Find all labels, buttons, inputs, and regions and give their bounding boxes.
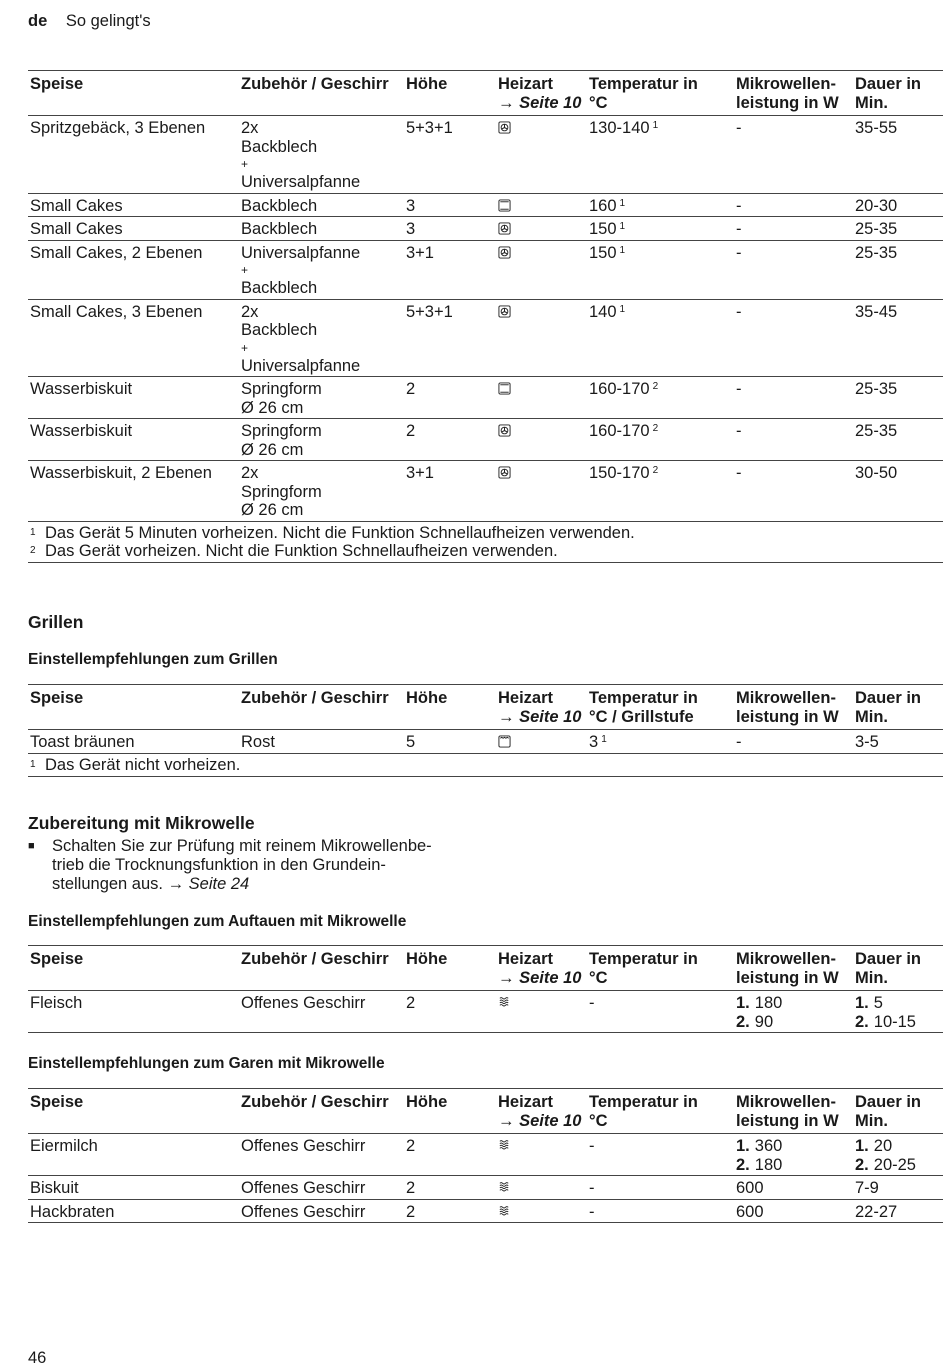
- temp-label: Temperatur in: [589, 1093, 698, 1111]
- cell-mikrowelle: -: [736, 733, 742, 751]
- dauer-label-1: Dauer in: [855, 689, 922, 707]
- temp-label: Temperatur in: [589, 950, 698, 968]
- cell-dauer: [853, 1134, 943, 1176]
- step-value: 22-27: [855, 1202, 898, 1221]
- cell-speise: Biskuit: [30, 1179, 79, 1197]
- microwave-icon: [498, 996, 511, 1009]
- step-line: [736, 1013, 851, 1032]
- table-row: [28, 1199, 943, 1223]
- dauer-label-2: Min.: [855, 93, 888, 112]
- footnote-ref: 1: [619, 221, 626, 232]
- cell-temperatur: [587, 217, 734, 241]
- zubehoer-line: +: [241, 157, 249, 171]
- cell-speise: Hackbraten: [30, 1202, 115, 1221]
- cell-hoehe: 3+1: [406, 464, 434, 482]
- col-heizart: [496, 71, 587, 116]
- cell-temperatur: [587, 240, 734, 299]
- zubehoer-line: Universalpfanne: [241, 173, 361, 191]
- cell-temperatur: [587, 461, 734, 522]
- dauer-label-1: Dauer in: [855, 75, 922, 93]
- step-line: [736, 1137, 851, 1156]
- cell-speise: Small Cakes: [30, 220, 123, 238]
- step-value: 600: [736, 1179, 764, 1197]
- step-number: 2.: [855, 1012, 869, 1031]
- cell-heizart: [496, 377, 587, 419]
- cell-hoehe: 2: [406, 994, 416, 1012]
- temp-unit: °C: [589, 1111, 608, 1130]
- cell-temperatur: -: [589, 1137, 595, 1155]
- col-dauer: [853, 946, 943, 991]
- zubehoer-line: 2x: [241, 119, 259, 137]
- step-line: [736, 994, 851, 1013]
- footnote-ref: 1: [619, 244, 626, 256]
- mw-label-2: leistung in W: [736, 93, 839, 112]
- zubehoer-line: Backblech: [241, 137, 318, 156]
- zubehoer-line: Springform: [241, 482, 322, 501]
- step-line: [855, 1013, 941, 1032]
- cell-temperatur: [587, 193, 734, 217]
- col-zubehoer: Zubehör / Geschirr: [241, 950, 389, 968]
- footnote: [30, 756, 941, 774]
- fan-heat-icon: [498, 246, 511, 259]
- col-temperatur: [587, 71, 734, 116]
- cell-heizart: [496, 419, 587, 461]
- cell-dauer: 35-45: [855, 302, 898, 321]
- footnote-ref: 2: [652, 423, 659, 434]
- col-zubehoer: Zubehör / Geschirr: [241, 689, 389, 707]
- grill-table-head: [28, 685, 943, 730]
- zubehoer-line: 2x: [241, 464, 259, 482]
- microwave-icon: [498, 1181, 511, 1194]
- temp-value: 150: [589, 220, 617, 238]
- cell-zubehoer: Offenes Geschirr: [241, 1202, 366, 1221]
- zubehoer-line: Universalpfanne: [241, 243, 361, 262]
- col-heizart: [496, 1089, 587, 1134]
- fan-heat-icon: [498, 305, 511, 318]
- temp-value: 130-140: [589, 119, 650, 137]
- table-row: [28, 193, 943, 217]
- zubehoer-line: Backblech: [241, 220, 318, 238]
- cell-zubehoer: [239, 193, 404, 217]
- zubehoer-line: +: [241, 263, 249, 277]
- zubehoer-line: Springform: [241, 380, 322, 398]
- footnote-number: 2: [30, 544, 36, 556]
- col-zubehoer: Zubehör / Geschirr: [241, 1093, 389, 1111]
- garen-heading: Einstellempfehlungen zum Garen mit Mikrowelle: [28, 1055, 385, 1072]
- footnote-text: Das Gerät vorheizen. Nicht die Funktion Schnellaufheizen verwenden.: [45, 541, 558, 560]
- garen-table-body: [28, 1134, 943, 1223]
- cell-hoehe: 2: [406, 1137, 416, 1155]
- cell-mikrowelle: -: [736, 464, 742, 482]
- grill-table-body: [28, 730, 943, 754]
- footnote-ref: 2: [652, 381, 659, 392]
- table-row: [28, 461, 943, 522]
- cell-temperatur: [587, 116, 734, 194]
- grillen-subheading: Einstellempfehlungen zum Grillen: [28, 651, 278, 668]
- fan-heat-icon: [498, 121, 511, 134]
- heizart-label: Heizart: [498, 1093, 554, 1111]
- step-line: [855, 1137, 941, 1156]
- cell-heizart: [496, 217, 587, 241]
- baking-table-head: [28, 71, 943, 116]
- heizart-label: Heizart: [498, 75, 554, 93]
- cell-heizart: [496, 1134, 587, 1176]
- cell-zubehoer: [239, 299, 404, 377]
- step-number: 1.: [736, 1137, 750, 1155]
- step-value: 10-15: [873, 1012, 916, 1031]
- cell-mikrowelle: -: [736, 196, 742, 215]
- mw-label-2: leistung in W: [736, 707, 839, 726]
- bullet-line-text: Schalten Sie zur Prüfung mit reinem Mikrowellenbe-: [52, 837, 432, 855]
- zubehoer-line: Backblech: [241, 196, 318, 215]
- cell-zubehoer: Offenes Geschirr: [241, 1179, 366, 1197]
- cell-dauer: 30-50: [855, 464, 898, 482]
- cell-mikrowelle: [734, 1176, 853, 1200]
- bullet-line-text: trieb die Trocknungsfunktion in den Grundein-: [52, 856, 386, 874]
- heizart-label: Heizart: [498, 689, 554, 707]
- cell-hoehe: 2: [406, 422, 416, 440]
- grill-footnote: [28, 753, 943, 776]
- temp-label: Temperatur in: [589, 689, 698, 707]
- cell-zubehoer: [239, 461, 404, 522]
- temp-label: Temperatur in: [589, 75, 698, 93]
- cell-hoehe: 3: [406, 196, 416, 215]
- auftauen-heading: Einstellempfehlungen zum Auftauen mit Mikrowelle: [28, 913, 407, 930]
- cell-heizart: [496, 1176, 587, 1200]
- col-temperatur: [587, 685, 734, 730]
- temp-value: 3: [589, 733, 599, 751]
- grillen-heading: Grillen: [28, 612, 84, 632]
- footnote-ref: 1: [619, 303, 626, 315]
- col-dauer: [853, 685, 943, 730]
- cell-mikrowelle: -: [736, 422, 742, 440]
- col-speise: Speise: [30, 689, 84, 707]
- footnote-ref: 1: [601, 734, 607, 745]
- fan-heat-icon: [498, 222, 511, 235]
- step-line: [736, 1156, 851, 1175]
- table-row: [28, 299, 943, 377]
- col-hoehe: Höhe: [406, 1093, 448, 1111]
- col-zubehoer: Zubehör / Geschirr: [241, 75, 389, 93]
- cell-speise: Spritzgebäck, 3 Ebenen: [30, 119, 206, 137]
- step-value: 90: [754, 1012, 774, 1031]
- cell-heizart: [496, 1199, 587, 1223]
- cell-dauer: 25-35: [855, 422, 898, 440]
- table-row: [28, 991, 943, 1033]
- step-value: 180: [754, 994, 783, 1012]
- cell-zubehoer: Rost: [241, 733, 275, 751]
- col-hoehe: Höhe: [406, 75, 448, 93]
- cell-hoehe: 3+1: [406, 243, 434, 262]
- mw-label-1: Mikrowellen-: [736, 1093, 836, 1111]
- dauer-label-2: Min.: [855, 968, 888, 987]
- col-mikrowellenleistung: [734, 1089, 853, 1134]
- footnote-ref: 1: [652, 120, 659, 131]
- top-bottom-heat-icon: [498, 382, 511, 395]
- temp-value: 160: [589, 196, 617, 215]
- cell-hoehe: 2: [406, 380, 416, 398]
- mw-label-1: Mikrowellen-: [736, 75, 836, 93]
- col-dauer: [853, 1089, 943, 1134]
- cell-speise: Eiermilch: [30, 1137, 98, 1155]
- col-hoehe: Höhe: [406, 689, 448, 707]
- heizart-page-ref: → Seite 10: [498, 968, 582, 987]
- step-number: 1.: [736, 994, 750, 1012]
- footnote-ref: 2: [652, 465, 659, 476]
- cell-zubehoer: Offenes Geschirr: [241, 994, 366, 1012]
- table-row: [28, 217, 943, 241]
- page-number: 46: [28, 1349, 47, 1367]
- mw-label-1: Mikrowellen-: [736, 950, 836, 968]
- language-code: de: [28, 12, 48, 30]
- mw-label-2: leistung in W: [736, 968, 839, 987]
- bullet-text: [52, 837, 468, 894]
- cell-hoehe: 3: [406, 220, 416, 238]
- col-heizart: [496, 946, 587, 991]
- step-value: 360: [754, 1137, 783, 1155]
- cell-mikrowelle: -: [736, 220, 742, 238]
- cell-hoehe: 5: [406, 733, 416, 751]
- baking-table-body: [28, 116, 943, 522]
- cell-temperatur: -: [589, 994, 595, 1012]
- table-row: [28, 1176, 943, 1200]
- table-row: [28, 240, 943, 299]
- top-bottom-heat-icon: [498, 199, 511, 212]
- footnote-text: Das Gerät nicht vorheizen.: [45, 755, 241, 774]
- cell-mikrowelle: -: [736, 119, 742, 137]
- col-speise: Speise: [30, 950, 84, 968]
- step-line: [736, 1203, 851, 1222]
- cell-dauer: [853, 1199, 943, 1223]
- cell-zubehoer: [239, 377, 404, 419]
- col-mikrowellenleistung: [734, 946, 853, 991]
- cell-hoehe: 5+3+1: [406, 302, 453, 321]
- cell-heizart: [496, 193, 587, 217]
- cell-mikrowelle: -: [736, 380, 742, 398]
- cell-mikrowelle: [734, 991, 853, 1033]
- cell-hoehe: 2: [406, 1179, 416, 1197]
- col-temperatur: [587, 946, 734, 991]
- bullet-line: [52, 837, 468, 856]
- col-mikrowellenleistung: [734, 71, 853, 116]
- step-number: 2.: [736, 1155, 750, 1174]
- microwave-icon: [498, 1139, 511, 1152]
- col-hoehe: Höhe: [406, 950, 448, 968]
- col-speise: Speise: [30, 1093, 84, 1111]
- baking-footnotes: [28, 521, 943, 562]
- temp-value: 160-170: [589, 380, 650, 398]
- table-row: [28, 377, 943, 419]
- dauer-label-2: Min.: [855, 1111, 888, 1130]
- cell-temperatur: -: [589, 1179, 595, 1197]
- cell-zubehoer: [239, 116, 404, 194]
- dauer-label-1: Dauer in: [855, 1093, 922, 1111]
- zubehoer-line: 2x: [241, 302, 259, 321]
- temp-value: 160-170: [589, 422, 650, 440]
- cell-heizart: [496, 730, 587, 754]
- auftauen-table-head: [28, 946, 943, 991]
- garen-table: [28, 1088, 943, 1223]
- cell-speise: Wasserbiskuit: [30, 380, 133, 398]
- step-value: 20: [873, 1137, 893, 1155]
- step-line: [855, 1203, 941, 1222]
- cell-heizart: [496, 299, 587, 377]
- cell-hoehe: 5+3+1: [406, 119, 453, 137]
- temp-unit: °C: [589, 968, 608, 987]
- cell-temperatur: -: [589, 1202, 595, 1221]
- bullet-line-text: stellungen aus.: [52, 875, 168, 893]
- auftauen-table: [28, 945, 943, 1033]
- zubehoer-line: Ø 26 cm: [241, 501, 304, 519]
- table-row: [28, 1134, 943, 1176]
- temp-value: 150-170: [589, 464, 650, 482]
- cell-speise: Small Cakes, 3 Ebenen: [30, 302, 203, 321]
- cell-dauer: 20-30: [855, 196, 898, 215]
- step-line: [855, 994, 941, 1013]
- cell-speise: Wasserbiskuit, 2 Ebenen: [30, 464, 212, 482]
- table-row: [28, 419, 943, 461]
- step-number: 2.: [736, 1012, 750, 1031]
- step-value: 180: [754, 1155, 783, 1174]
- footnote-number: 1: [30, 526, 36, 538]
- cell-zubehoer: Offenes Geschirr: [241, 1137, 366, 1155]
- cell-heizart: [496, 461, 587, 522]
- mw-label-1: Mikrowellen-: [736, 689, 836, 707]
- cell-dauer: 25-35: [855, 220, 898, 238]
- col-heizart: [496, 685, 587, 730]
- zubehoer-line: Ø 26 cm: [241, 440, 304, 459]
- temp-unit: °C / Grillstufe: [589, 707, 694, 726]
- cell-heizart: [496, 991, 587, 1033]
- fan-heat-icon: [498, 466, 511, 479]
- heizart-page-ref: → Seite 10: [498, 93, 582, 112]
- col-temperatur: [587, 1089, 734, 1134]
- mw-label-2: leistung in W: [736, 1111, 839, 1130]
- step-number: 1.: [855, 994, 869, 1012]
- auftauen-table-body: [28, 991, 943, 1033]
- table-row: [28, 116, 943, 194]
- baking-table: [28, 70, 943, 563]
- table-row: [28, 730, 943, 754]
- temp-value: 140: [589, 302, 617, 321]
- cell-temperatur: [587, 299, 734, 377]
- heizart-label: Heizart: [498, 950, 554, 968]
- dauer-label-2: Min.: [855, 707, 888, 726]
- cell-dauer: 3-5: [855, 733, 879, 751]
- cell-mikrowelle: -: [736, 302, 742, 321]
- zubehoer-line: Backblech: [241, 279, 318, 297]
- mikrowelle-bullet: [28, 837, 468, 894]
- cell-temperatur: [587, 419, 734, 461]
- cell-zubehoer: [239, 217, 404, 241]
- cell-speise: Wasserbiskuit: [30, 422, 133, 440]
- grill-icon: [498, 735, 511, 748]
- footnote: [30, 524, 941, 542]
- step-value: 600: [736, 1202, 764, 1221]
- step-value: 7-9: [855, 1179, 879, 1197]
- cell-dauer: 25-35: [855, 243, 898, 262]
- bullet-line: [52, 875, 468, 894]
- cell-hoehe: 2: [406, 1202, 416, 1221]
- step-line: [736, 1179, 851, 1198]
- cell-speise: Small Cakes, 2 Ebenen: [30, 243, 203, 262]
- cell-dauer: 35-55: [855, 119, 898, 137]
- heizart-page-ref: → Seite 10: [498, 1111, 582, 1130]
- fan-heat-icon: [498, 424, 511, 437]
- cell-dauer: 25-35: [855, 380, 898, 398]
- mikrowelle-heading: Zubereitung mit Mikrowelle: [28, 813, 255, 833]
- zubehoer-line: Ø 26 cm: [241, 398, 304, 417]
- dauer-label-1: Dauer in: [855, 950, 922, 968]
- col-mikrowellenleistung: [734, 685, 853, 730]
- step-line: [855, 1179, 941, 1198]
- step-value: 5: [873, 994, 883, 1012]
- grill-table: [28, 684, 943, 777]
- zubehoer-line: Backblech: [241, 321, 318, 339]
- step-line: [855, 1156, 941, 1175]
- cell-mikrowelle: -: [736, 243, 742, 262]
- cell-mikrowelle: [734, 1199, 853, 1223]
- cell-zubehoer: [239, 240, 404, 299]
- col-dauer: [853, 71, 943, 116]
- footnote-text: Das Gerät 5 Minuten vorheizen. Nicht die Funktion Schnellaufheizen verwenden.: [45, 523, 635, 542]
- bullet-line: [52, 856, 468, 875]
- cell-heizart: [496, 240, 587, 299]
- temp-value: 150: [589, 243, 617, 262]
- cell-zubehoer: [239, 419, 404, 461]
- cell-mikrowelle: [734, 1134, 853, 1176]
- footnote-number: 1: [30, 758, 36, 770]
- bullet-square-icon: ■: [28, 840, 35, 852]
- cell-speise: Fleisch: [30, 994, 83, 1012]
- zubehoer-line: Springform: [241, 422, 322, 440]
- footnote-ref: 1: [619, 197, 626, 209]
- cell-speise: Small Cakes: [30, 196, 123, 215]
- cell-dauer: [853, 991, 943, 1033]
- page-header: [28, 12, 151, 31]
- temp-unit: °C: [589, 93, 608, 112]
- cell-temperatur: [587, 730, 734, 754]
- cell-dauer: [853, 1176, 943, 1200]
- cell-speise: Toast bräunen: [30, 733, 135, 751]
- heizart-page-ref: → Seite 10: [498, 707, 582, 726]
- bullet-page-ref[interactable]: → Seite 24: [167, 875, 250, 893]
- step-number: 2.: [855, 1155, 869, 1174]
- cell-heizart: [496, 116, 587, 194]
- zubehoer-line: Universalpfanne: [241, 356, 361, 375]
- microwave-icon: [498, 1205, 511, 1218]
- section-title: So gelingt's: [65, 12, 151, 30]
- garen-table-head: [28, 1089, 943, 1134]
- step-value: 20-25: [873, 1155, 916, 1174]
- footnote: [30, 542, 941, 560]
- step-number: 1.: [855, 1137, 869, 1155]
- zubehoer-line: +: [241, 340, 249, 355]
- cell-temperatur: [587, 377, 734, 419]
- col-speise: Speise: [30, 75, 84, 93]
